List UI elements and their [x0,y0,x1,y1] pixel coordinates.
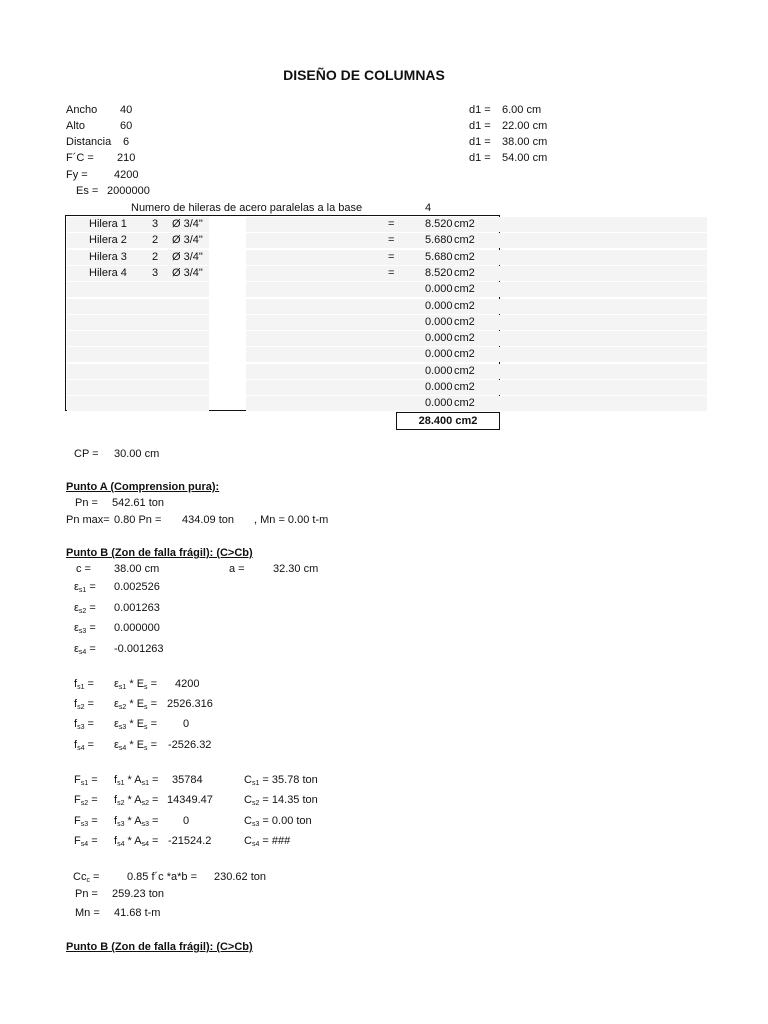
table-cell-shade [322,266,707,281]
force-value: 35784 [172,774,203,786]
hilera-count: 3 [152,218,159,230]
punto-b-mn-value: 41.68 t-m [114,907,161,919]
param-distancia-label: Distancia [66,136,112,148]
table-cell-shade [322,299,707,314]
table-cell-shade [322,217,707,232]
hilera-unit: cm2 [454,299,475,312]
stress-value: 2526.316 [167,698,213,711]
force-value: 0 [183,814,190,827]
hilera-count: 3 [152,266,159,279]
hilera-bar: Ø 3/4" [172,234,203,247]
compression-force: $C_{s3} = 0.00$ ton [244,814,312,828]
force-label: $F_{s2}$ = [74,794,98,808]
hilera-area: 5.680 [425,234,453,247]
d-value: 6.00 cm [502,104,542,116]
d-value: 38.00 cm [502,136,548,148]
strain-label: $\varepsilon_{s2}$ = [74,601,96,615]
punto-b-pn-value: 259.23 ton [112,888,164,900]
compression-force: $C_{s4}$ = ### [244,834,291,848]
table-cell-shade [322,364,707,379]
cc-label: $Cc_c$ = [73,871,100,884]
table-cell-shade [67,396,209,411]
stress-expr: $\varepsilon_{s2} * E_s$ = [114,698,158,712]
punto-a-pnmax-value: 434.09 ton [182,514,234,526]
force-expr: $f_{s2} * A_{s2}$ = [114,794,159,808]
hilera-unit: cm2 [454,266,475,279]
hilera-bar: Ø 3/4" [172,250,203,263]
param-es-label: Es = [76,185,99,197]
hilera-area: 0.000 [425,397,453,410]
hilera-bar: Ø 3/4" [172,266,203,279]
d-value: 22.00 cm [502,120,548,132]
punto-b-a-label: a = [229,563,245,575]
punto-a-pnmax-label: Pn max= [66,514,110,526]
punto-a-pn-label: Pn = [75,497,98,509]
param-fy-label: Fy = [66,169,88,181]
table-cell-shade [67,347,209,362]
hilera-area: 0.000 [425,315,453,328]
strain-label: $\varepsilon_{s1}$ = [74,581,96,594]
punto-a-pnmax-expr: 0.80 Pn = [114,514,162,526]
hilera-equals: = [388,266,395,279]
strain-label: $\varepsilon_{s4}$ = [74,642,96,656]
compression-force: $C_{s2} = 14.35$ ton [244,794,318,808]
hilera-unit: cm2 [454,381,475,393]
punto-b-mn-label: Mn = [75,907,100,919]
table-cell-shade [67,364,209,379]
strain-value: -0.001263 [114,642,164,655]
hilera-area: 0.000 [425,348,453,361]
table-cell-shade [322,315,707,330]
hilera-equals: = [388,250,395,263]
hilera-bar: Ø 3/4" [172,218,203,230]
stress-value: 0 [183,718,190,731]
stress-label: $f_{s4}$ = [74,738,94,752]
table-cell-shade [322,347,707,362]
hilera-area: 0.000 [425,283,453,296]
hilera-unit: cm2 [454,348,475,361]
table-cell-shade [67,299,209,314]
cc-expr: 0.85 f´c *a*b = [127,871,198,883]
cp-label: CP = [74,448,99,460]
d-label: d1 = [469,152,491,164]
stress-value: 4200 [175,678,200,690]
d-label: d1 = [469,136,491,148]
rows-header-value: 4 [425,202,432,214]
stress-label: $f_{s1}$ = [74,678,94,691]
cc-value: 230.62 ton [214,871,266,883]
hilera-name: Hilera 4 [89,266,127,279]
table-cell-shade [322,250,707,265]
d-value: 54.00 cm [502,152,548,164]
hilera-equals: = [388,218,395,230]
hilera-area: 5.680 [425,250,453,263]
param-alto-value: 60 [120,120,133,132]
table-cell-shade [67,315,209,330]
table-cell-shade [67,282,209,297]
hilera-unit: cm2 [454,250,475,263]
table-cell-shade [322,233,707,248]
table-cell-shade [67,380,209,395]
hilera-area: 0.000 [425,381,453,393]
force-expr: $f_{s3} * A_{s3}$ = [114,814,159,828]
table-cell-shade [322,380,707,395]
punto-b-heading: Punto B (Zon de falla frágil): (C>Cb) [66,547,253,559]
punto-b2-heading: Punto B (Zon de falla frágil): (C>Cb) [66,941,253,953]
cp-value: 30.00 cm [114,448,160,460]
hilera-area: 8.520 [425,266,453,279]
punto-a-mn: , Mn = 0.00 t-m [254,514,329,526]
force-label: $F_{s4}$ = [74,834,98,848]
hilera-unit: cm2 [454,315,475,328]
d-label: d1 = [469,104,491,116]
stress-expr: $\varepsilon_{s3} * E_s$ = [114,718,158,732]
stress-value: -2526.32 [168,738,212,751]
hilera-unit: cm2 [454,234,475,247]
hilera-equals: = [388,234,395,247]
hilera-unit: cm2 [454,332,475,345]
hilera-name: Hilera 2 [89,234,127,247]
force-expr: $f_{s4} * A_{s4}$ = [114,834,159,848]
stress-label: $f_{s2}$ = [74,698,94,712]
param-alto-label: Alto [66,120,85,132]
punto-a-pn-value: 542.61 ton [112,497,164,509]
rows-header-label: Numero de hileras de acero paralelas a la base [131,202,363,214]
compression-force: $C_{s1} = 35.78$ ton [244,774,318,787]
hilera-count: 2 [152,250,159,263]
total-value: 28.400 cm2 [418,415,478,427]
table-cell-shade [322,396,707,411]
param-fy-value: 4200 [114,169,139,181]
force-expr: $f_{s1} * A_{s1}$ = [114,774,159,787]
punto-b-a-value: 32.30 cm [273,563,319,575]
strain-label: $\varepsilon_{s3}$ = [74,622,96,635]
param-fc-label: F´C = [66,152,94,164]
hilera-unit: cm2 [454,218,475,230]
param-distancia-value: 6 [123,136,130,148]
param-fc-value: 210 [117,152,136,164]
param-ancho-label: Ancho [66,104,98,116]
strain-value: 0.000000 [114,622,160,634]
param-es-value: 2000000 [107,185,150,197]
hilera-count: 2 [152,234,159,247]
punto-a-heading: Punto A (Comprension pura): [66,481,220,493]
table-cell-shade [322,282,707,297]
punto-b-c-label: c = [76,563,91,575]
table-cell-shade [322,331,707,346]
hilera-area: 0.000 [425,299,453,312]
hilera-unit: cm2 [454,283,475,296]
force-value: -21524.2 [168,834,212,847]
hilera-unit: cm2 [454,397,475,410]
stress-label: $f_{s3}$ = [74,718,94,732]
punto-b-pn-label: Pn = [75,888,98,900]
force-label: $F_{s1}$ = [74,774,98,787]
stress-expr: $\varepsilon_{s4} * E_s$ = [114,738,158,752]
hilera-unit: cm2 [454,364,475,377]
hilera-name: Hilera 1 [89,218,127,230]
param-ancho-value: 40 [120,104,133,116]
hilera-area: 0.000 [425,364,453,377]
hilera-area: 8.520 [425,218,453,230]
force-label: $F_{s3}$ = [74,814,98,828]
stress-expr: $\varepsilon_{s1} * E_s$ = [114,678,158,691]
d-label: d1 = [469,120,491,132]
hilera-name: Hilera 3 [89,250,127,263]
page-title: DISEÑO DE COLUMNAS [283,67,445,83]
strain-value: 0.001263 [114,601,160,614]
force-value: 14349.47 [167,794,213,807]
table-cell-shade [67,331,209,346]
punto-b-c-value: 38.00 cm [114,563,160,575]
hilera-area: 0.000 [425,332,453,345]
strain-value: 0.002526 [114,581,160,593]
